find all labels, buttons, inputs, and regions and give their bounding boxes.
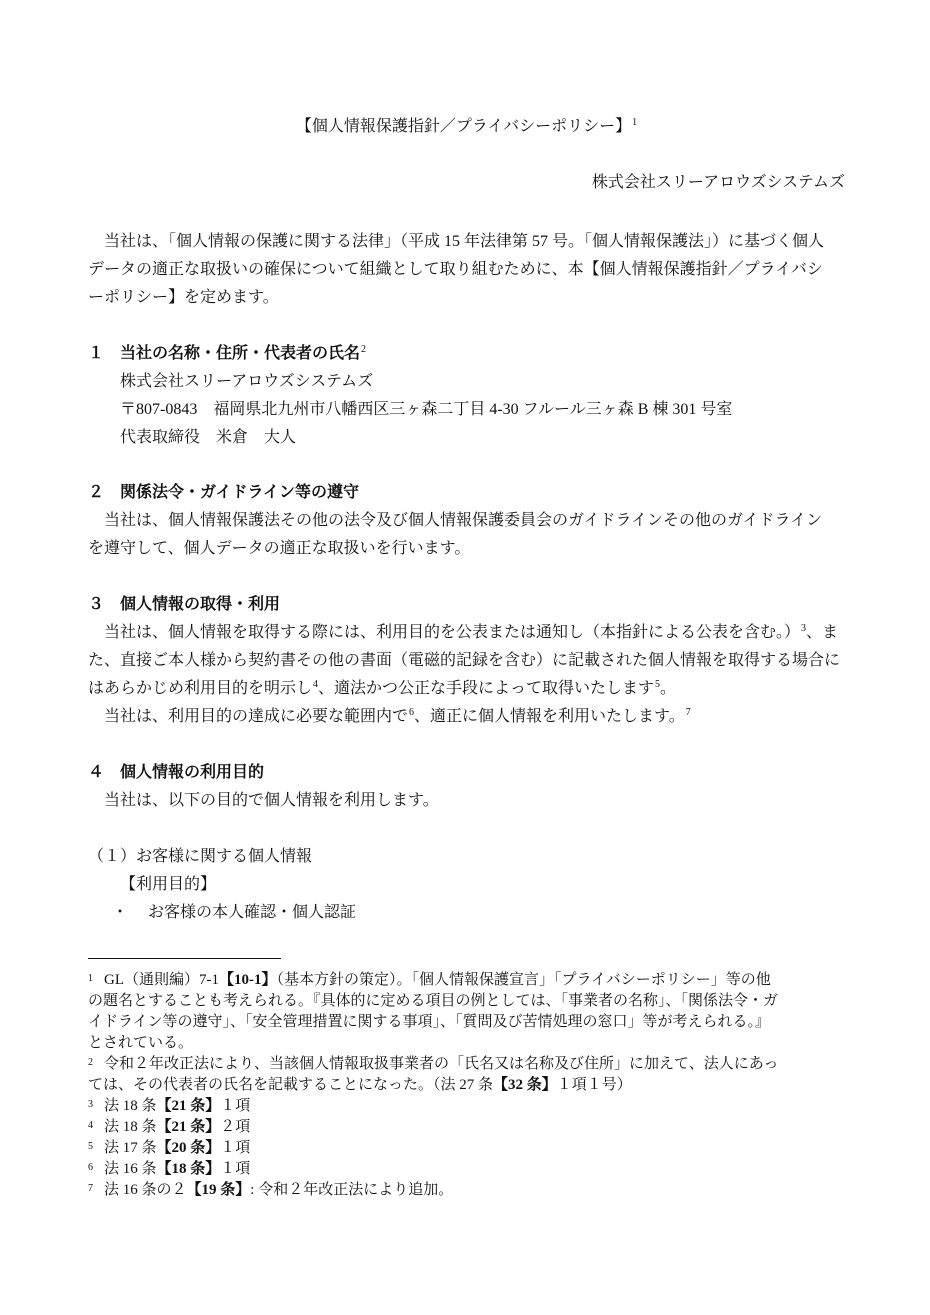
footnote-1 (88, 970, 845, 1054)
footnote-line (88, 1054, 845, 1075)
section-heading: ４ 個人情報の利用目的 (88, 763, 265, 781)
text-segment: ては、その代表者の氏名を記載することになった。（法 27 条 (88, 1077, 494, 1093)
company-name: 株式会社スリーアロウズシステムズ (120, 372, 374, 390)
section-1 (88, 340, 845, 452)
text-segment: 当社は、個人情報を取得する際には、利用目的を公表または通知し（本指針による公表を含む。） (104, 624, 801, 642)
purpose-label: 【利用目的】 (120, 875, 217, 893)
footnote-4 (88, 1117, 845, 1138)
footnote-line (88, 1075, 845, 1096)
section-4 (88, 759, 845, 815)
paragraph-line (88, 675, 845, 703)
footnote-ref: 3 (801, 623, 807, 635)
section-3 (88, 591, 845, 731)
bold-segment: 【20 条】 (156, 1140, 221, 1156)
text-segment: : 令和２年改正法により追加。 (250, 1182, 454, 1198)
footnote-ref: 2 (361, 343, 367, 355)
bold-segment: 【19 条】 (186, 1182, 251, 1198)
company-representative: 代表取締役 米倉 大人 (120, 428, 297, 446)
company-address: 〒807-0843 福岡県北九州市八幡西区三ヶ森二丁目 4-30 フルール三ヶ森 B 棟 301 号室 (120, 400, 733, 418)
text-segment: 、適法かつ公正な手段によって取得いたします (318, 680, 655, 697)
footnote-ref: 1 (632, 117, 638, 128)
footnote-ref: 6 (409, 706, 415, 718)
text-segment: 法 17 条 (104, 1140, 157, 1156)
intro-line: データの適正な取扱いの確保について組織として取り組むために、本【個人情報保護指針／プライバシ (88, 260, 823, 278)
text-segment: （基本方針の策定）。「個人情報保護宣言」「プライバシーポリシー」等の他 (276, 972, 771, 988)
section-heading: ３ 個人情報の取得・利用 (88, 596, 281, 614)
text-segment: 法 18 条 (104, 1119, 157, 1135)
paragraph-line: た、直接ご本人様から契約書その他の書面（電磁的記録を含む）に記載された個人情報を取得する場合に (88, 652, 841, 670)
text-segment: 。 (660, 680, 677, 697)
paragraph-line: を遵守して、個人データの適正な取扱いを行います。 (88, 540, 471, 558)
footnote-number: 7 (88, 1183, 93, 1194)
text-segment: １項 (220, 1098, 251, 1114)
purpose-list-item (88, 899, 845, 927)
text-segment: 、適正に個人情報を利用いたします。 (414, 707, 685, 725)
footnote-number: 6 (88, 1162, 93, 1173)
subsection-title: （１）お客様に関する個人情報 (88, 847, 313, 865)
footnote-6 (88, 1159, 845, 1180)
subsection-customer-info (88, 843, 845, 927)
footnote-5 (88, 1138, 845, 1159)
company-name-header: 株式会社スリーアロウズシステムズ (591, 174, 845, 191)
footnote-number: 2 (88, 1057, 93, 1068)
bold-segment: 【21 条】 (156, 1098, 221, 1114)
bold-segment: 【10-1】 (219, 972, 277, 988)
section-heading: ２ 関係法令・ガイドライン等の遵守 (88, 484, 360, 502)
paragraph-line (88, 703, 845, 731)
text-segment: ２項 (220, 1119, 251, 1135)
text-segment: 法 18 条 (104, 1098, 157, 1114)
footnote-separator (88, 958, 281, 959)
bold-segment: 【21 条】 (156, 1119, 221, 1135)
intro-line: 当社は、「個人情報の保護に関する法律」（平成 15 年法律第 57 号。「個人情報保護法」）に基づく個人 (104, 233, 825, 250)
paragraph-line (88, 619, 845, 647)
text-segment: １項 (220, 1161, 251, 1177)
bold-segment: 【18 条】 (156, 1161, 221, 1177)
footnote-line: イドライン等の遵守」、「安全管理措置に関する事項」、「質問及び苦情処理の窓口」等が考えられる。』 (88, 1014, 771, 1030)
text-segment: 法 16 条の２ (104, 1182, 187, 1198)
footnote-number: 5 (88, 1141, 93, 1152)
paragraph-line: 当社は、以下の目的で個人情報を利用します。 (104, 791, 439, 809)
document-body (88, 228, 845, 926)
footnote-ref: 5 (655, 679, 661, 690)
section-heading-text: １ 当社の名称・住所・代表者の氏名 (88, 344, 361, 362)
text-segment: 、ま (806, 624, 839, 642)
footnote-ref: 4 (313, 679, 319, 690)
document-title-line (88, 113, 845, 143)
paragraph-line: 当社は、個人情報保護法その他の法令及び個人情報保護委員会のガイドラインその他のガイドライン (104, 512, 823, 530)
footnote-line (88, 970, 845, 991)
footnotes (88, 970, 845, 1201)
text-segment: 令和２年改正法により、当該個人情報取扱事業者の「氏名又は名称及び住所」に加えて、法人にあっ (104, 1056, 779, 1072)
footnote-number: 4 (88, 1120, 93, 1131)
footnote-number: 3 (88, 1099, 93, 1110)
text-segment: 当社は、利用目的の達成に必要な範囲内で (104, 707, 409, 725)
document-title: 【個人情報保護指針／プライバシーポリシー】 (295, 118, 632, 135)
text-segment: １項１号） (556, 1077, 632, 1093)
section-2 (88, 479, 845, 563)
section-heading (88, 340, 845, 368)
footnote-7 (88, 1180, 845, 1201)
bullet: ・ (112, 903, 129, 921)
text-segment: 法 16 条 (104, 1161, 157, 1177)
footnote-number: 1 (88, 973, 93, 984)
intro-line: ーポリシー】を定めます。 (88, 288, 279, 306)
text-segment: GL（通則編）7-1 (104, 972, 219, 988)
purpose-item-text: お客様の本人確認・個人認証 (148, 903, 357, 921)
footnote-ref: 7 (685, 706, 691, 718)
footnote-2 (88, 1054, 845, 1096)
footnote-line: の題名とすることも考えられる。『具体的に定める項目の例としては、「事業者の名称」、「関係法令・ガ (88, 993, 779, 1009)
bold-segment: 【32 条】 (493, 1077, 557, 1093)
text-segment: はあらかじめ利用目的を明示し (88, 680, 313, 697)
footnote-3 (88, 1096, 845, 1117)
footnote-line: とされている。 (88, 1035, 194, 1051)
text-segment: １項 (220, 1140, 251, 1156)
intro-paragraph (88, 228, 845, 312)
